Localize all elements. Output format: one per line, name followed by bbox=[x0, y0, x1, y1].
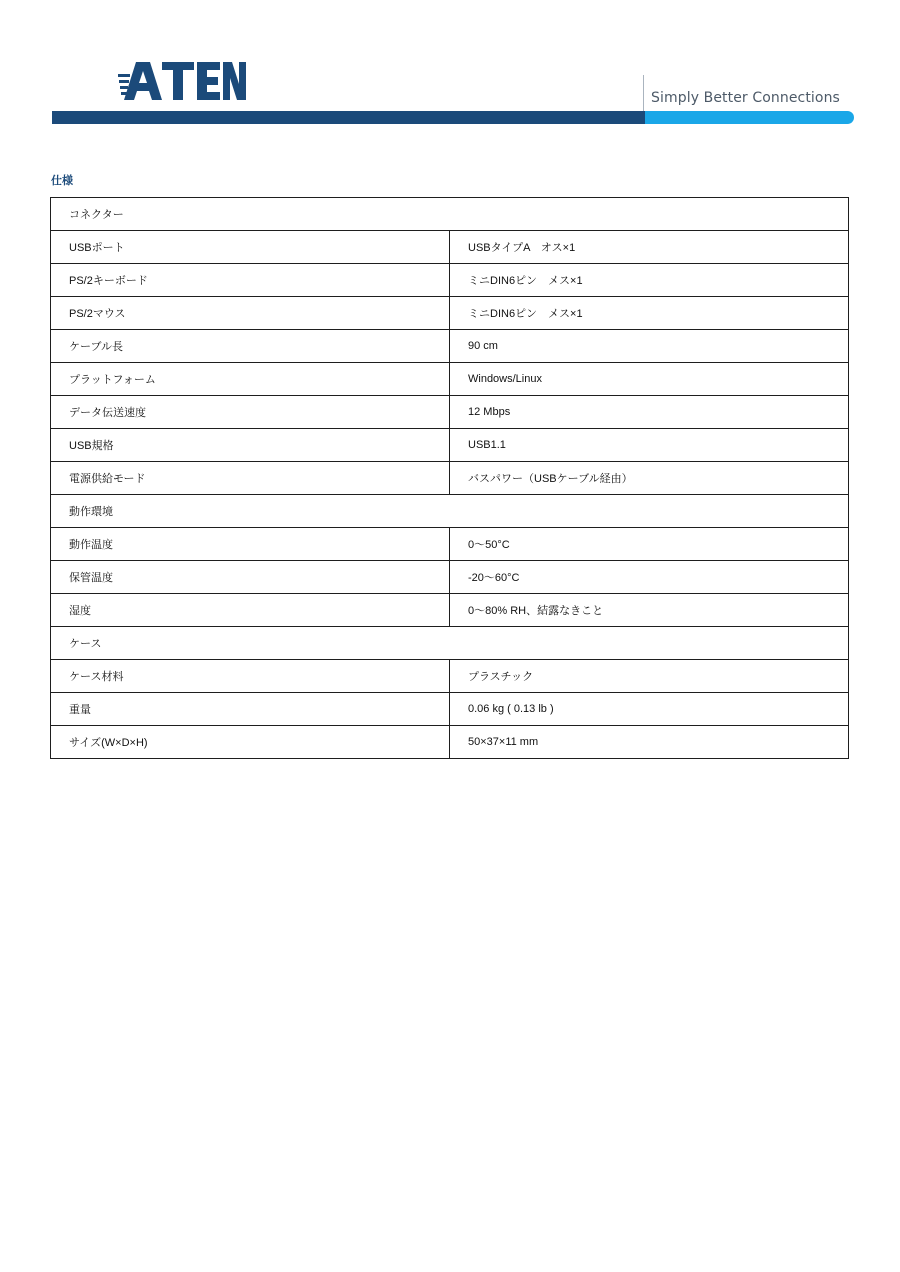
group-row bbox=[51, 198, 849, 231]
spec-value: USBタイプA オス×1 bbox=[450, 231, 849, 264]
table-row bbox=[51, 726, 849, 759]
spec-label: PS/2マウス bbox=[51, 297, 450, 330]
spec-value: ミニDIN6ピン メス×1 bbox=[450, 297, 849, 330]
tagline: Simply Better Connections bbox=[651, 90, 840, 106]
spec-value: Windows/Linux bbox=[450, 363, 849, 396]
table-row bbox=[51, 429, 849, 462]
section-title: 仕様 bbox=[51, 174, 73, 187]
spec-value: -20～60°C bbox=[450, 561, 849, 594]
group-row bbox=[51, 495, 849, 528]
spec-value: 0.06 kg ( 0.13 lb ) bbox=[450, 693, 849, 726]
spec-value: 0～80% RH、結露なきこと bbox=[450, 594, 849, 627]
table-row bbox=[51, 396, 849, 429]
spec-label: 電源供給モード bbox=[51, 462, 450, 495]
group-title: 動作環境 bbox=[51, 495, 849, 528]
spec-label: 湿度 bbox=[51, 594, 450, 627]
group-title: ケース bbox=[51, 627, 849, 660]
header-band-light bbox=[645, 111, 854, 124]
spec-value: ミニDIN6ピン メス×1 bbox=[450, 264, 849, 297]
spec-value: 50×37×11 mm bbox=[450, 726, 849, 759]
table-row bbox=[51, 594, 849, 627]
table-row bbox=[51, 330, 849, 363]
table-row bbox=[51, 363, 849, 396]
spec-label: ケーブル長 bbox=[51, 330, 450, 363]
table-row bbox=[51, 231, 849, 264]
header-band-dark bbox=[52, 111, 646, 124]
group-row bbox=[51, 627, 849, 660]
table-row bbox=[51, 693, 849, 726]
spec-label: 保管温度 bbox=[51, 561, 450, 594]
spec-value: 0～50°C bbox=[450, 528, 849, 561]
table-row bbox=[51, 462, 849, 495]
spec-value: プラスチック bbox=[450, 660, 849, 693]
aten-logo bbox=[118, 62, 248, 102]
tagline-divider bbox=[643, 75, 644, 113]
spec-label: USBポート bbox=[51, 231, 450, 264]
spec-value: 90 cm bbox=[450, 330, 849, 363]
spec-label: 重量 bbox=[51, 693, 450, 726]
spec-value: 12 Mbps bbox=[450, 396, 849, 429]
table-row bbox=[51, 660, 849, 693]
spec-label: USB規格 bbox=[51, 429, 450, 462]
table-row bbox=[51, 297, 849, 330]
spec-label: ケース材料 bbox=[51, 660, 450, 693]
table-row bbox=[51, 264, 849, 297]
group-title: コネクター bbox=[51, 198, 849, 231]
table-row bbox=[51, 528, 849, 561]
spec-value: USB1.1 bbox=[450, 429, 849, 462]
spec-label: 動作温度 bbox=[51, 528, 450, 561]
spec-table bbox=[50, 197, 849, 759]
page-header bbox=[0, 0, 900, 130]
spec-label: PS/2キーボード bbox=[51, 264, 450, 297]
spec-label: サイズ(W×D×H) bbox=[51, 726, 450, 759]
spec-label: プラットフォーム bbox=[51, 363, 450, 396]
spec-label: データ伝送速度 bbox=[51, 396, 450, 429]
spec-value: バスパワー（USBケーブル経由） bbox=[450, 462, 849, 495]
table-row bbox=[51, 561, 849, 594]
